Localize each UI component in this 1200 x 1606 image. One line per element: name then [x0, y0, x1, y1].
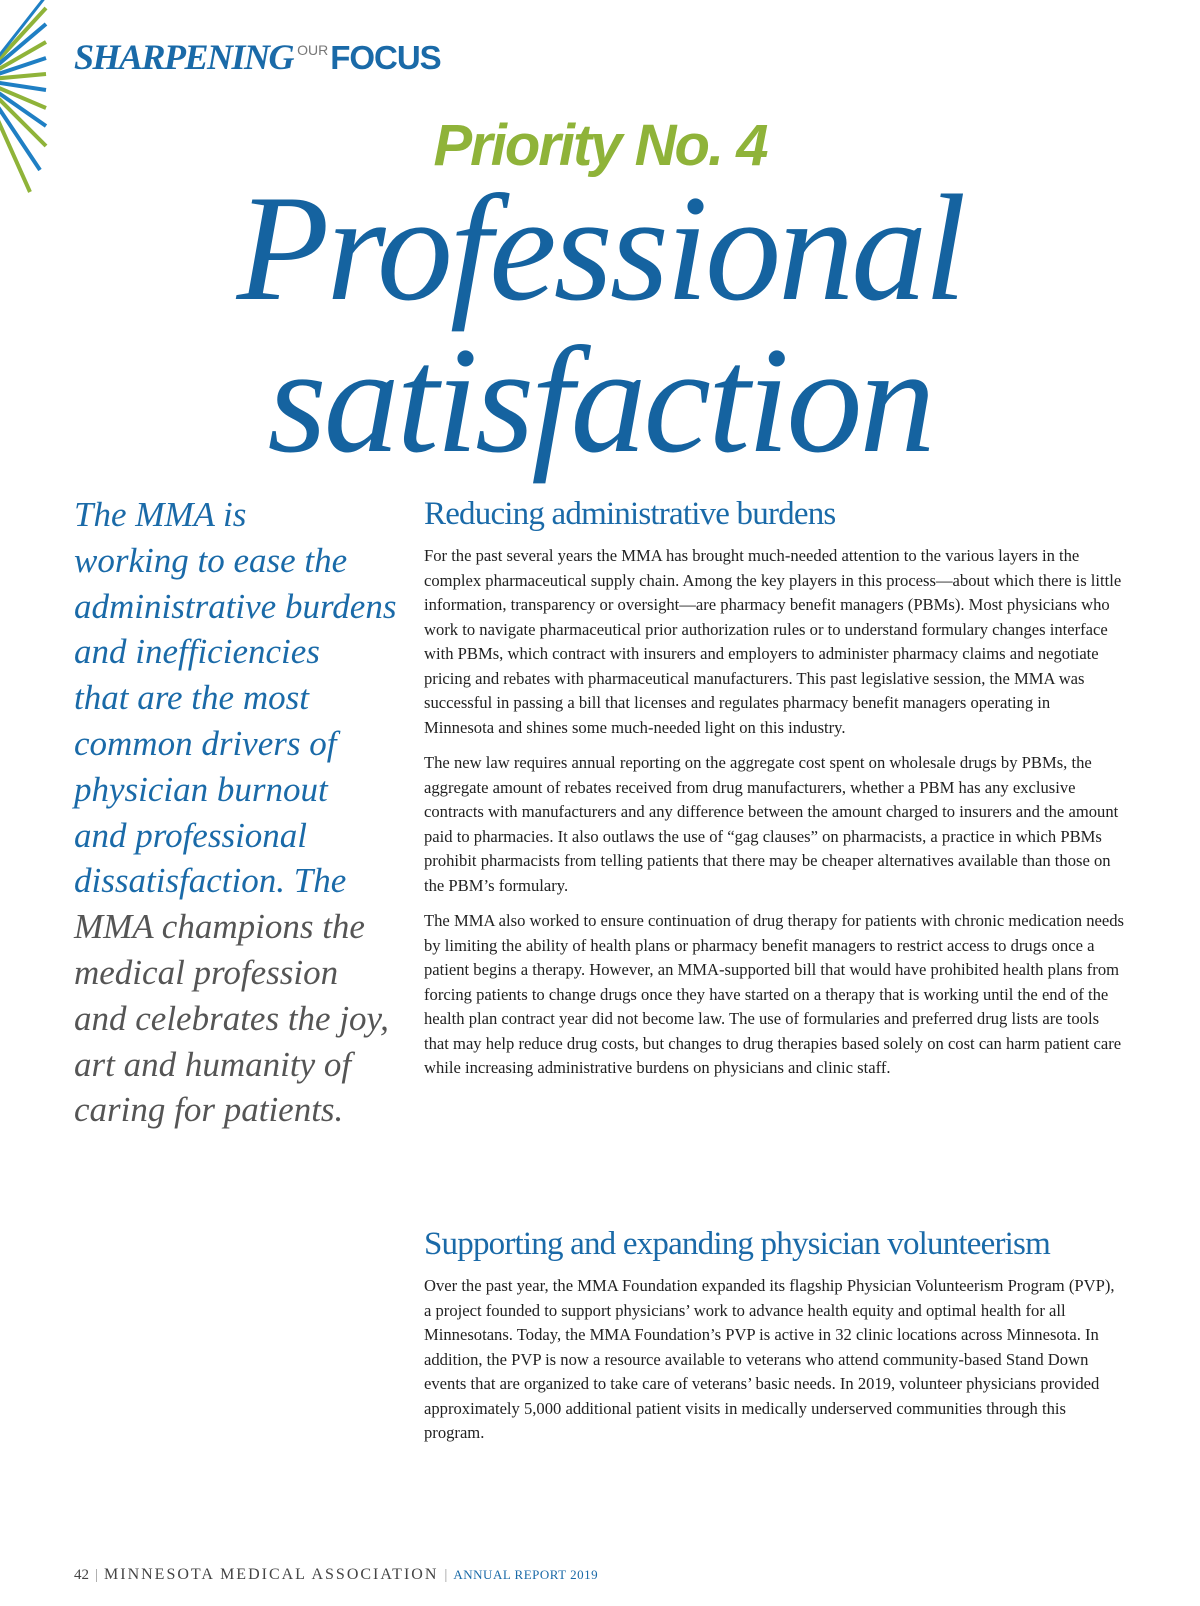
pull-quote-line: art and humanity of [74, 1044, 352, 1084]
page-footer [74, 1566, 598, 1584]
pull-quote-line: dissatisfaction. The [74, 861, 347, 901]
pull-quote-line: common drivers of [74, 723, 337, 763]
pull-quote-line: The MMA is [74, 495, 247, 534]
pull-quote-line: administrative burdens [74, 586, 397, 626]
footer-report-name: ANNUAL REPORT 2019 [453, 1567, 599, 1582]
pull-quote-line: and inefficiencies [74, 632, 320, 672]
priority-label: Priority No. 4 [433, 113, 767, 178]
pull-quote-line: MMA champions the [74, 907, 365, 947]
pull-quote-line: medical profession [74, 952, 339, 992]
kicker-word-focus: FOCUS [330, 39, 441, 76]
pull-quote [74, 492, 419, 1133]
pull-quote-line: and professional [74, 815, 308, 855]
footer-separator: | [95, 1567, 99, 1583]
pull-quote-line: caring for patients. [74, 1090, 344, 1130]
section-heading: Supporting and expanding physician volunteerism [424, 1226, 1050, 1262]
kicker-word-sharpening: SHARPENING [74, 37, 294, 77]
body-paragraph: The new law requires annual reporting on the aggregate cost spent on wholesale drugs by PBMs, the aggregate amount of rebates received from drug manufacturers, whether a PBM has any exclusive contracts with manufacturers and any difference between the amount charged to insurers and the amount paid to pharmacies. It also outlaws the use of “gag clauses” on pharmacists, a practice in which PBMs prohibit pharmacists from telling patients that there may be cheaper alternatives available than those on the PBM’s formulary. [424, 753, 1119, 895]
section-heading: Reducing administrative burdens [424, 496, 836, 532]
body-paragraph: For the past several years the MMA has brought much-needed attention to the various layers in the complex pharmaceutical supply chain. Among the key players in this process—about which there is little information, transparency or oversight—are pharmacy benefit managers (PBMs). Most physicians who work to navigate pharmaceutical prior authorization rules or to understand formulary changes interface with PBMs, which contract with insurers and employers to administer pharmacy claims and negotiate pricing and rebates with pharmaceutical manufacturers. This past legislative session, the MMA was successful in passing a bill that licenses and regulates pharmacy benefit managers operating in Minnesota and shines some much-needed light on this industry. [424, 546, 1122, 737]
pull-quote-line: working to ease the [74, 540, 348, 580]
section-volunteerism [424, 1222, 1124, 1446]
page-title-line1: Professional [236, 164, 964, 332]
page-title-line2: satisfaction [267, 316, 933, 484]
footer-separator: | [444, 1567, 448, 1583]
body-paragraph: Over the past year, the MMA Foundation expanded its flagship Physician Volunteerism Program (PVP), a project founded to support physicians’ work to advance health equity and optimal health for all Minnesotans. Today, the MMA Foundation’s PVP is active in 32 clinic locations across Minnesota. In addition, the PVP is now a resource available to veterans who attend community-based Stand Down events that are organized to take care of veterans’ basic needs. In 2019, volunteer physicians provided approximately 5,000 additional patient visits in medically underserved communities through this program. [424, 1276, 1115, 1442]
page-number: 42 [74, 1567, 89, 1583]
section-kicker [74, 36, 441, 78]
page-title [0, 164, 1200, 484]
kicker-word-our: OUR [297, 42, 329, 58]
pull-quote-line: and celebrates the joy, [74, 998, 389, 1038]
pull-quote-line: physician burnout [74, 769, 328, 809]
footer-organization: MINNESOTA MEDICAL ASSOCIATION [104, 1566, 439, 1583]
pull-quote-line: that are the most [74, 678, 309, 718]
body-paragraph: The MMA also worked to ensure continuation of drug therapy for patients with chronic medication needs by limiting the ability of health plans or pharmacy benefit managers to restrict access to drugs once a patient begins a therapy. However, an MMA-supported bill that would have prohibited health plans from forcing patients to change drugs once they have started on a therapy that is working until the end of the health plan contract year did not become law. The use of formularies and preferred drug lists are tools that may help reduce drug costs, but changes to drug therapies based solely on cost can harm patient care while increasing administrative burdens on physicians and clinic staff. [424, 911, 1124, 1077]
section-reducing-burdens [424, 492, 1124, 1092]
